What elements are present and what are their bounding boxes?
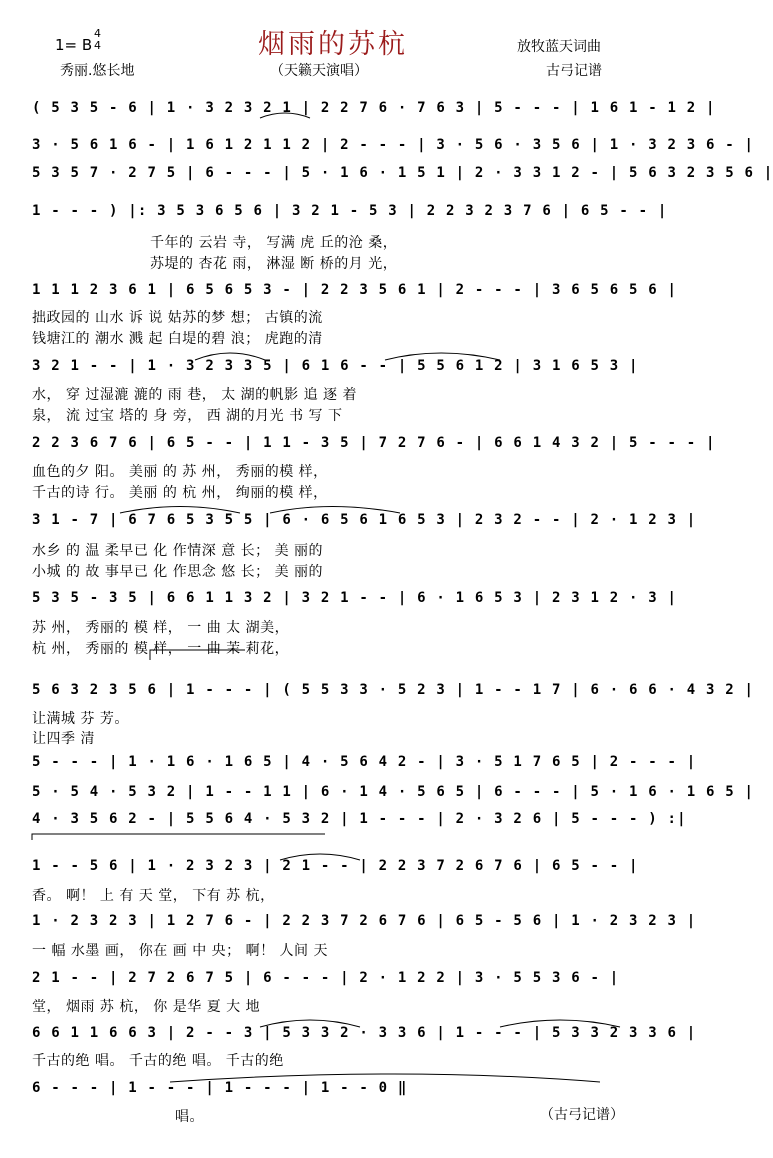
lyric-row-17: 千古的绝 唱。 千古的绝 唱。 千古的绝 bbox=[32, 1053, 284, 1069]
transcriber-credit: 古弓记谱 bbox=[546, 63, 602, 79]
notation-row-14: 1 - - 5 6 | 1 · 2 3 2 3 | 2 1 - - | 2 2 3 7 2 6 7 6 | 6 5 - - | bbox=[32, 858, 639, 874]
lyric-row-5b: 钱塘江的 潮水 溅 起 白堤的碧 浪； 虎跑的清 bbox=[32, 331, 323, 347]
tempo-marking: 秀丽.悠长地 bbox=[60, 63, 135, 79]
lyric-row-4b: 苏堤的 杏花 雨， 淋湿 断 桥的月 光， bbox=[150, 256, 398, 272]
notation-row-4: 1 - - - ) |: 3 5 3 6 5 6 | 3 2 1 - 5 3 | 2 2 3 2 3 7 6 | 6 5 - - | bbox=[32, 203, 668, 219]
lyric-row-10a: 让满城 芬 芳。 bbox=[32, 711, 129, 727]
notation-row-16: 2 1 - - | 2 7 2 6 7 5 | 6 - - - | 2 · 1 2 2 | 3 · 5 5 3 6 - | bbox=[32, 970, 620, 986]
time-signature bbox=[94, 28, 101, 52]
performer-credit: （天籁天演唱） bbox=[270, 63, 368, 79]
notation-row-13: 4 · 3 5 6 2 - | 5 5 6 4 · 5 3 2 | 1 - - - | 2 · 3 2 6 | 5 - - - ) :| bbox=[32, 811, 687, 827]
lyric-row-10b: 让四季 清 bbox=[32, 731, 95, 747]
time-signature-bottom: 4 bbox=[94, 39, 101, 52]
notation-row-17: 6 6 1 1 6 6 3 | 2 - - 3 | 5 3 3 2 · 3 3 6 | 1 - - - | 5 3 3 2 3 3 6 | bbox=[32, 1025, 697, 1041]
notation-row-5: 1 1 1 2 3 6 1 | 6 5 6 5 3 - | 2 2 3 5 6 1 | 2 - - - | 3 6 5 6 5 6 | bbox=[32, 282, 678, 298]
lyric-row-7a: 血色的夕 阳。 美丽 的 苏 州， 秀丽的模 样， bbox=[32, 464, 328, 480]
notation-row-10: 5 6 3 2 3 5 6 | 1 - - - | ( 5 5 3 3 · 5 2 3 | 1 - - 1 7 | 6 · 6 6 · 4 3 2 | bbox=[32, 682, 755, 698]
lyric-row-5a: 拙政园的 山水 诉 说 姑苏的梦 想； 古镇的流 bbox=[32, 310, 323, 326]
lyric-row-6a: 水， 穿 过湿漉 漉的 雨 巷， 太 湖的帆影 追 逐 着 bbox=[32, 387, 358, 403]
lyric-row-15: 一 幅 水墨 画， 你在 画 中 央； 啊！ 人间 天 bbox=[32, 943, 329, 959]
notation-row-6: 3 2 1 - - | 1 · 3 2 3 3 5 | 6 1 6 - - | 5 5 6 1 2 | 3 1 6 5 3 | bbox=[32, 358, 639, 374]
lyric-row-8b: 小城 的 故 事早已 化 作思念 悠 长； 美 丽的 bbox=[32, 564, 324, 580]
notation-row-11: 5 - - - | 1 · 1 6 · 1 6 5 | 4 · 5 6 4 2 - | 3 · 5 1 7 6 5 | 2 - - - | bbox=[32, 754, 697, 770]
lyric-row-7b: 千古的诗 行。 美丽 的 杭 州， 绚丽的模 样， bbox=[32, 485, 328, 501]
volta-bracket-2 bbox=[32, 834, 325, 840]
lyric-row-4a: 千年的 云岩 寺， 写满 虎 丘的沧 桑， bbox=[150, 235, 398, 251]
lyric-row-18: 唱。 bbox=[175, 1109, 204, 1125]
notation-row-15: 1 · 2 3 2 3 | 1 2 7 6 - | 2 2 3 7 2 6 7 6 | 6 5 - 5 6 | 1 · 2 3 2 3 | bbox=[32, 913, 697, 929]
footer-credit: （古弓记谱） bbox=[540, 1107, 624, 1123]
notation-row-1: ( 5 3 5 - 6 | 1 · 3 2 3 2 1 | 2 2 7 6 · 7 6 3 | 5 - - - | 1 6 1 - 1 2 | bbox=[32, 100, 716, 116]
song-title: 烟雨的苏杭 bbox=[258, 29, 408, 60]
notation-row-18: 6 - - - | 1 - - - | 1 - - - | 1 - - 0 ‖ bbox=[32, 1080, 408, 1096]
lyric-row-14: 香。 啊！ 上 有 天 堂， 下有 苏 杭， bbox=[32, 888, 275, 904]
key-signature: 1= B bbox=[55, 36, 93, 54]
notation-row-12: 5 · 5 4 · 5 3 2 | 1 - - 1 1 | 6 · 1 4 · 5 6 5 | 6 - - - | 5 · 1 6 · 1 6 5 | bbox=[32, 784, 755, 800]
notation-row-3: 5 3 5 7 · 2 7 5 | 6 - - - | 5 · 1 6 · 1 5 1 | 2 · 3 3 1 2 - | 5 6 3 2 3 5 6 | bbox=[32, 165, 773, 181]
lyric-row-6b: 泉， 流 过宝 塔的 身 旁， 西 湖的月光 书 写 下 bbox=[32, 408, 343, 424]
lyric-row-9b: 杭 州， 秀丽的 模 样， 一 曲 茉 莉花， bbox=[32, 641, 290, 657]
notation-row-9: 5 3 5 - 3 5 | 6 6 1 1 3 2 | 3 2 1 - - | 6 · 1 6 5 3 | 2 3 1 2 · 3 | bbox=[32, 590, 678, 606]
notation-row-8: 3 1 - 7 | 6 7 6 5 3 5 5 | 6 · 6 5 6 1 6 5 3 | 2 3 2 - - | 2 · 1 2 3 | bbox=[32, 512, 697, 528]
lyric-row-9a: 苏 州， 秀丽的 模 样， 一 曲 太 湖美， bbox=[32, 620, 290, 636]
time-signature-top: 4 bbox=[94, 27, 101, 40]
lyric-row-8a: 水乡 的 温 柔早已 化 作情深 意 长； 美 丽的 bbox=[32, 543, 324, 559]
notation-row-2: 3 · 5 6 1 6 - | 1 6 1 2 1 1 2 | 2 - - - | 3 · 5 6 · 3 5 6 | 1 · 3 2 3 6 - | bbox=[32, 137, 755, 153]
composer-credit: 放牧蓝天词曲 bbox=[517, 39, 601, 55]
lyric-row-16: 堂， 烟雨 苏 杭， 你 是华 夏 大 地 bbox=[32, 999, 261, 1015]
notation-row-7: 2 2 3 6 7 6 | 6 5 - - | 1 1 - 3 5 | 7 2 7 6 - | 6 6 1 4 3 2 | 5 - - - | bbox=[32, 435, 716, 451]
